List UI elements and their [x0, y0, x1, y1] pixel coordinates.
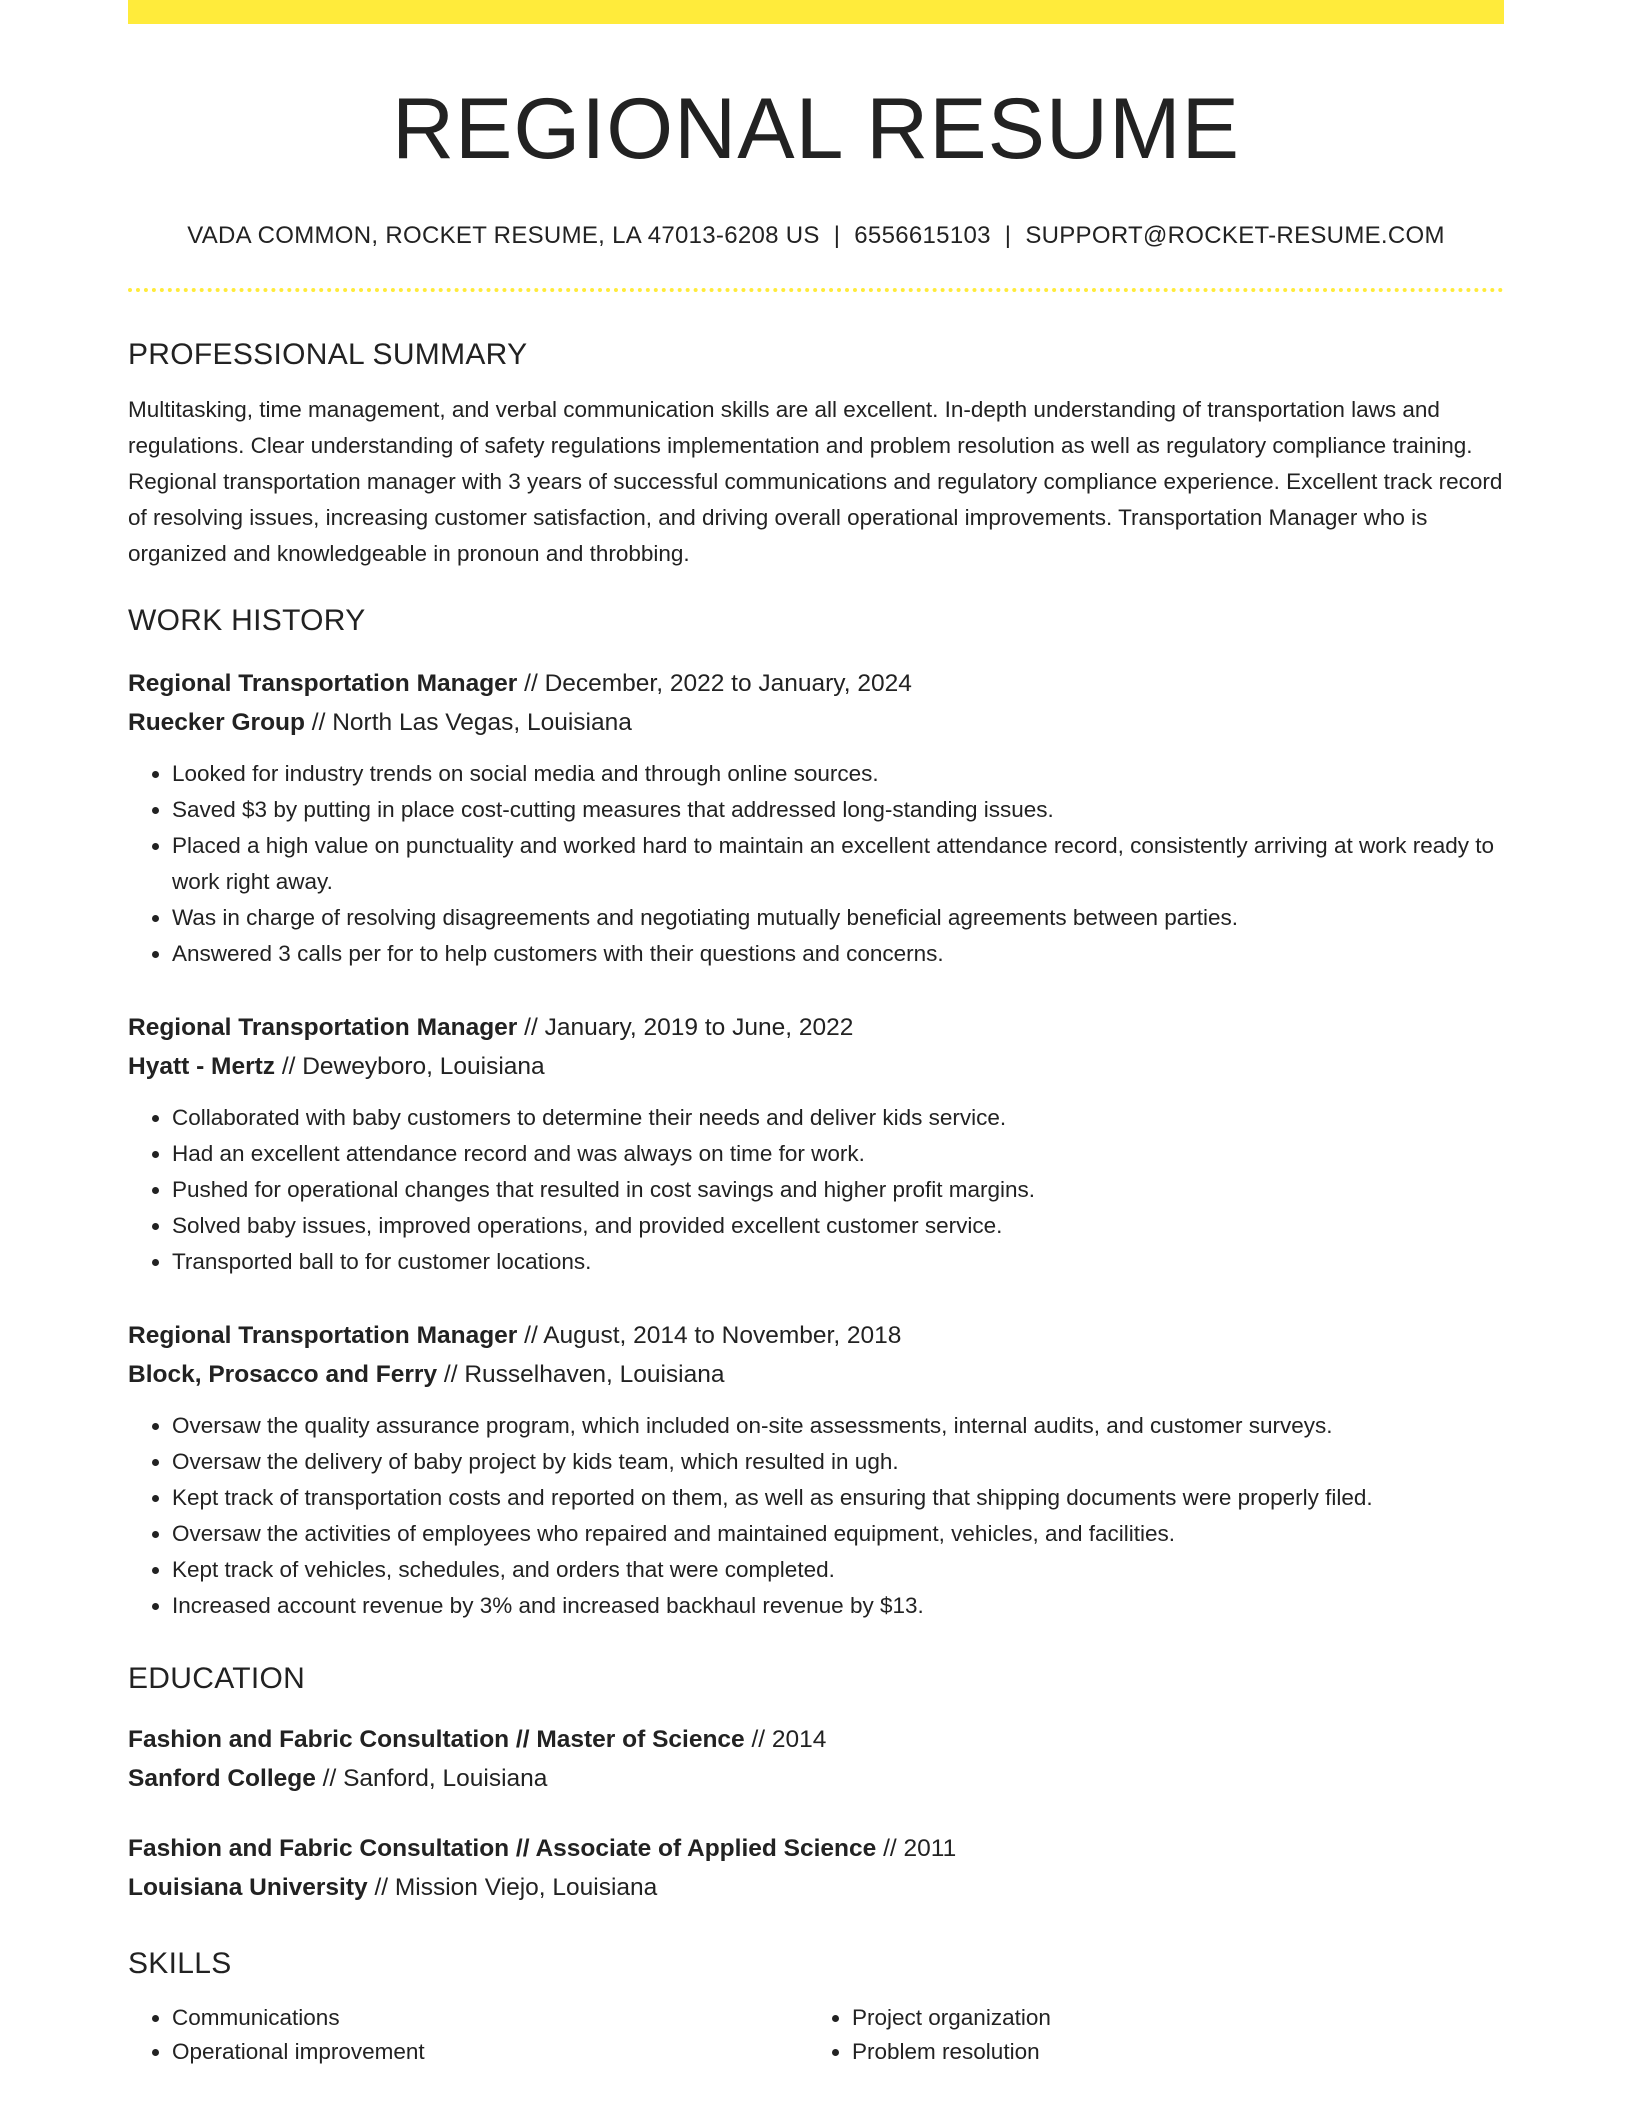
job-title-line [128, 1316, 1504, 1355]
contact-separator: | [1004, 221, 1012, 249]
job-dates: // December, 2022 to January, 2024 [517, 669, 912, 697]
job-bullet: • Was in charge of resolving disagreements and negotiating mutually beneficial agreements between parties. [172, 900, 1504, 936]
job-location: // Russelhaven, Louisiana [437, 1360, 725, 1388]
education-location: // Mission Viejo, Louisiana [367, 1873, 658, 1901]
job-entry [128, 1008, 1504, 1280]
job-bullet: • Pushed for operational changes that resulted in cost savings and higher profit margins. [172, 1172, 1504, 1208]
job-title: Regional Transportation Manager [128, 1321, 518, 1349]
work-history-heading: WORK HISTORY [128, 603, 366, 637]
job-company-line [128, 1047, 1504, 1086]
job-bullet: • Had an excellent attendance record and was always on time for work. [172, 1136, 1504, 1172]
job-bullet: • Oversaw the delivery of baby project by kids team, which resulted in ugh. [172, 1444, 1504, 1480]
job-title: Regional Transportation Manager [128, 1013, 518, 1041]
job-dates: // January, 2019 to June, 2022 [517, 1013, 854, 1041]
education-school-line [128, 1868, 1504, 1907]
job-bullet: • Kept track of vehicles, schedules, and orders that were completed. [172, 1552, 1504, 1588]
contact-email: SUPPORT@ROCKET-RESUME.COM [1025, 221, 1445, 249]
education-school: Louisiana University [128, 1873, 368, 1901]
education-school-line [128, 1759, 1504, 1798]
skills-list-left [128, 2001, 808, 2069]
education-year: // 2011 [876, 1834, 957, 1862]
job-bullets [128, 1408, 1504, 1624]
job-company-line [128, 1355, 1504, 1394]
education-location: // Sanford, Louisiana [315, 1764, 548, 1792]
resume-title: REGIONAL RESUME [391, 81, 1241, 177]
job-entry [128, 664, 1504, 972]
summary-text: Multitasking, time management, and verbal communication skills are all excellent. In-depth understanding of transportation laws and regulations. Clear understanding of safety regulations implementation and problem resolution as well as regulatory compliance training. Regional transportation manager with 3 years of successful communications and regulatory compliance experience. Excellent track record of resolving issues, increasing customer satisfaction, and driving overall operational improvements. Transportation Manager who is organized and knowledgeable in pronoun and throbbing. [128, 396, 1503, 566]
education-heading: EDUCATION [128, 1661, 306, 1695]
job-company: Block, Prosacco and Ferry [128, 1360, 438, 1388]
skill-item: • Operational improvement [172, 2035, 808, 2069]
job-company: Hyatt - Mertz [128, 1052, 276, 1080]
education-school: Sanford College [128, 1764, 316, 1792]
education-degree-line [128, 1720, 1504, 1759]
skills-heading: SKILLS [128, 1946, 232, 1980]
education-entry [128, 1720, 1504, 1798]
job-bullet: • Collaborated with baby customers to determine their needs and deliver kids service. [172, 1100, 1504, 1136]
job-bullet: • Increased account revenue by 3% and increased backhaul revenue by $13. [172, 1588, 1504, 1624]
top-accent-bar [128, 0, 1504, 24]
contact-separator: | [833, 221, 841, 249]
education-degree-line [128, 1829, 1504, 1868]
job-bullet: • Oversaw the quality assurance program, which included on-site assessments, internal audits, and customer surveys. [172, 1408, 1504, 1444]
job-bullet: • Looked for industry trends on social media and through online sources. [172, 756, 1504, 792]
education-degree: Fashion and Fabric Consultation // Master of Science [128, 1725, 745, 1753]
job-bullet: • Oversaw the activities of employees who repaired and maintained equipment, vehicles, and facilities. [172, 1516, 1504, 1552]
job-entry [128, 1316, 1504, 1624]
education-year: // 2014 [744, 1725, 827, 1753]
job-bullet: • Saved $3 by putting in place cost-cutting measures that addressed long-standing issues. [172, 792, 1504, 828]
dotted-divider [128, 288, 1504, 292]
contact-address: VADA COMMON, ROCKET RESUME, LA 47013-6208 US [187, 221, 820, 249]
job-bullet: • Placed a high value on punctuality and worked hard to maintain an excellent attendance record, consistently arriving at work ready to work right away. [172, 828, 1504, 900]
job-bullet: • Solved baby issues, improved operations, and provided excellent customer service. [172, 1208, 1504, 1244]
job-title-line [128, 1008, 1504, 1047]
skills-list-right [808, 2001, 1488, 2069]
contact-phone: 6556615103 [854, 221, 991, 249]
job-title: Regional Transportation Manager [128, 669, 518, 697]
skill-item: • Project organization [852, 2001, 1488, 2035]
job-bullet: • Answered 3 calls per for to help customers with their questions and concerns. [172, 936, 1504, 972]
job-bullets [128, 756, 1504, 972]
education-entry [128, 1829, 1504, 1907]
job-bullets [128, 1100, 1504, 1280]
resume-page [128, 0, 1504, 2069]
job-title-line [128, 664, 1504, 703]
education-degree: Fashion and Fabric Consultation // Associate of Applied Science [128, 1834, 877, 1862]
skills-columns [128, 2001, 1504, 2069]
job-bullet: • Kept track of transportation costs and reported on them, as well as ensuring that shipping documents were properly filed. [172, 1480, 1504, 1516]
summary-heading: PROFESSIONAL SUMMARY [128, 337, 528, 371]
skill-item: • Communications [172, 2001, 808, 2035]
job-location: // North Las Vegas, Louisiana [305, 708, 632, 736]
job-location: // Deweyboro, Louisiana [275, 1052, 545, 1080]
job-bullet: • Transported ball to for customer locations. [172, 1244, 1504, 1280]
skill-item: • Problem resolution [852, 2035, 1488, 2069]
job-company-line [128, 703, 1504, 742]
job-company: Ruecker Group [128, 708, 305, 736]
contact-line [128, 222, 1504, 250]
job-dates: // August, 2014 to November, 2018 [517, 1321, 902, 1349]
